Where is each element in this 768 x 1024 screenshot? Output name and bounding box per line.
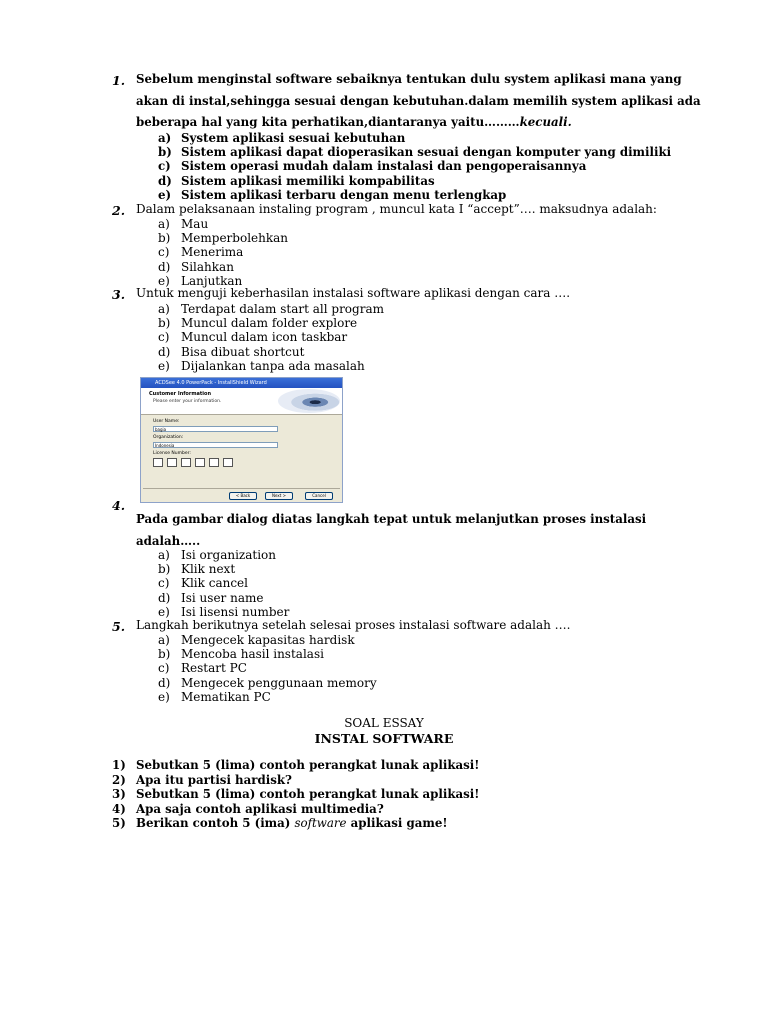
question-stem — [136, 69, 701, 134]
question-stem: Langkah berikutnya setelah selesai proses instalasi software adalah …. — [136, 618, 571, 632]
question-number: 2. — [112, 203, 126, 218]
user-name-label: User Name: — [153, 419, 180, 424]
question-number: 3. — [112, 287, 126, 302]
dialog-banner — [141, 388, 342, 415]
question-number: 4. — [112, 498, 126, 513]
organization-label: Organization: — [153, 435, 184, 440]
essay-subtitle: INSTAL SOFTWARE — [314, 731, 454, 746]
essay-emphasis: software — [294, 816, 347, 831]
eye-logo-icon — [278, 389, 340, 413]
next-button: Next > — [265, 492, 293, 500]
organization-field: Indonesia — [153, 442, 278, 448]
back-button: < Back — [229, 492, 257, 500]
question-number: 5. — [112, 619, 126, 634]
dialog-separator — [143, 488, 340, 489]
question-stem: Untuk menguji keberhasilan instalasi software aplikasi dengan cara …. — [136, 286, 571, 300]
installer-dialog-screenshot — [140, 377, 343, 503]
question-stem — [136, 509, 681, 552]
license-box — [223, 458, 233, 467]
license-box — [181, 458, 191, 467]
essay-section-title: SOAL ESSAY — [344, 716, 424, 730]
document-page: 1. Sebelum menginstal software sebaiknya tentukan dulu system aplikasi mana yang akan di instal,sehingga sesuai dengan kebutuhan.dalam memilih system aplikasi ada beberapa hal yang kita perhatikan,diantaranya yaitu………kecuali. a) System aplikasi sesuai kebutuhan b) Sistem aplikasi dapat dioperasikan sesuai dengan komputer yang dimiliki c) Sistem operasi mudah dalam instalasi dan pengoperaisannya d) Sistem aplikasi memiliki kompabilitas e) Sistem aplikasi terbaru dengan menu terlengkap 2. Dalam pelaksanaan instaling program , muncul kata I “accept”…. maksudnya adalah: a) Mau b) Memperbolehkan c) Menerima d) Silahkan e) Lanjutkan 3. Untuk menguji keberhasilan instalasi software aplikasi dengan cara …. a) Terdapat dalam start all program b) Muncul dalam folder explore c) Muncul dalam icon taskbar d) Bisa dibuat shortcut e) Dijalankan tanpa ada masalah ACDSee 4.0 PowerPack - InstallShield Wizard Customer Information Please enter your information. User Name: bagia Organization: Indonesia License Number: < Back Next > Cancel 4. Pada gambar dialog diatas langkah tepat untuk melanjutkan proses instalasi adalah….. a) Isi organization b) Klik next c) Klik cancel d) Isi user name e) Isi lisensi number 5. Langkah berikutnya setelah selesai proses instalasi software adalah …. a) Mengecek kapasitas hardisk b) Mencoba hasil instalasi c) Restart PC d) Mengecek penggunaan memory e) Mematikan PC SOAL ESSAY INSTAL SOFTWARE 1) Sebutkan 5 (lima) contoh perangkat lunak aplikasi! 2) Apa itu partisi hardisk? 3) Sebutkan 5 (lima) contoh perangkat lunak aplikasi! 4) Apa saja contoh aplikasi multimedia? 5) Berikan contoh 5 (ima) software aplikasi game! — [0, 0, 768, 1024]
license-box — [153, 458, 163, 467]
stem-line: Sebelum menginstal software sebaiknya tentukan dulu system aplikasi mana yang — [136, 72, 682, 86]
cancel-button: Cancel — [305, 492, 333, 500]
license-box — [209, 458, 219, 467]
user-name-field: bagia — [153, 426, 278, 432]
stem-line: adalah….. — [136, 533, 201, 548]
stem-line: akan di instal,sehingga sesuai dengan kebutuhan.dalam memilih system aplikasi ada — [136, 93, 701, 108]
license-box — [195, 458, 205, 467]
stem-line-text: beberapa hal yang kita perhatikan,diantaranya yaitu……… — [136, 115, 520, 129]
question-stem: Dalam pelaksanaan instaling program , muncul kata I “accept”…. maksudnya adalah: — [136, 202, 657, 216]
stem-line: Pada gambar dialog diatas langkah tepat untuk melanjutkan proses instalasi — [136, 512, 647, 526]
dialog-titlebar: ACDSee 4.0 PowerPack - InstallShield Wizard — [141, 378, 342, 388]
question-number: 1. — [112, 73, 126, 88]
license-label: License Number: — [153, 451, 191, 456]
dialog-subheading: Please enter your information. — [153, 399, 222, 404]
license-box — [167, 458, 177, 467]
dialog-heading: Customer Information — [149, 391, 212, 397]
stem-emphasis: kecuali. — [519, 115, 572, 129]
